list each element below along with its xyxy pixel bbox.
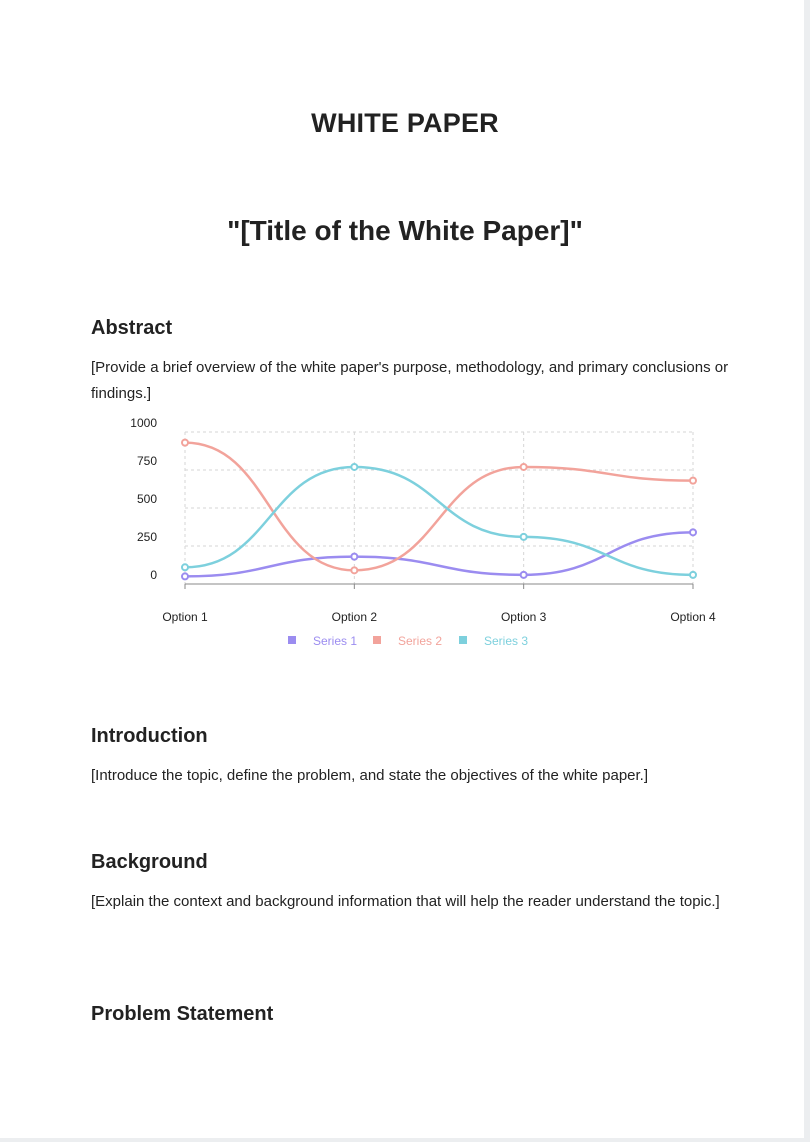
legend-swatch-2 xyxy=(373,636,381,644)
background-body: [Explain the context and background information that will help the reader understand the topic.] xyxy=(91,893,720,910)
y-tick-label: 250 xyxy=(136,530,157,544)
x-tick-label: Option 4 xyxy=(670,610,716,624)
series-point-2 xyxy=(182,440,188,446)
series-line-3 xyxy=(185,467,693,575)
series-point-2 xyxy=(690,478,696,484)
series-point-3 xyxy=(521,534,527,540)
introduction-heading: Introduction xyxy=(91,725,208,747)
y-tick-label: 750 xyxy=(136,454,157,468)
x-tick-label: Option 3 xyxy=(500,610,547,624)
y-tick-label: 0 xyxy=(150,568,157,582)
introduction-body: [Introduce the topic, define the problem, and state the objectives of the white paper.] xyxy=(91,767,649,784)
y-tick-label: 1000 xyxy=(130,416,157,430)
series-point-3 xyxy=(690,572,696,578)
series-point-1 xyxy=(182,573,188,579)
abstract-body: [Provide a brief overview of the white paper's purpose, methodology, and primary conclusions or findings.] xyxy=(91,359,729,402)
series-point-2 xyxy=(351,567,357,573)
document-heading: WHITE PAPER xyxy=(311,108,499,138)
series-point-3 xyxy=(351,464,357,470)
series-point-1 xyxy=(521,572,527,578)
x-tick-label: Option 1 xyxy=(162,610,208,624)
legend-swatch-1 xyxy=(288,636,296,644)
legend-swatch-3 xyxy=(459,636,467,644)
series-line-1 xyxy=(185,532,693,576)
legend-label-3: Series 3 xyxy=(484,634,529,648)
line-chart xyxy=(120,412,730,652)
series-point-2 xyxy=(521,464,527,470)
problem-statement-heading: Problem Statement xyxy=(91,1003,274,1025)
x-tick-label: Option 2 xyxy=(331,610,378,624)
abstract-heading: Abstract xyxy=(91,317,173,339)
series-point-3 xyxy=(182,564,188,570)
legend-label-1: Series 1 xyxy=(313,634,358,648)
series-point-1 xyxy=(351,554,357,560)
y-tick-label: 500 xyxy=(136,492,157,506)
document-title: "[Title of the White Paper]" xyxy=(227,215,583,246)
legend-label-2: Series 2 xyxy=(398,634,443,648)
series-point-1 xyxy=(690,529,696,535)
series-line-2 xyxy=(185,443,693,571)
background-heading: Background xyxy=(91,851,208,873)
